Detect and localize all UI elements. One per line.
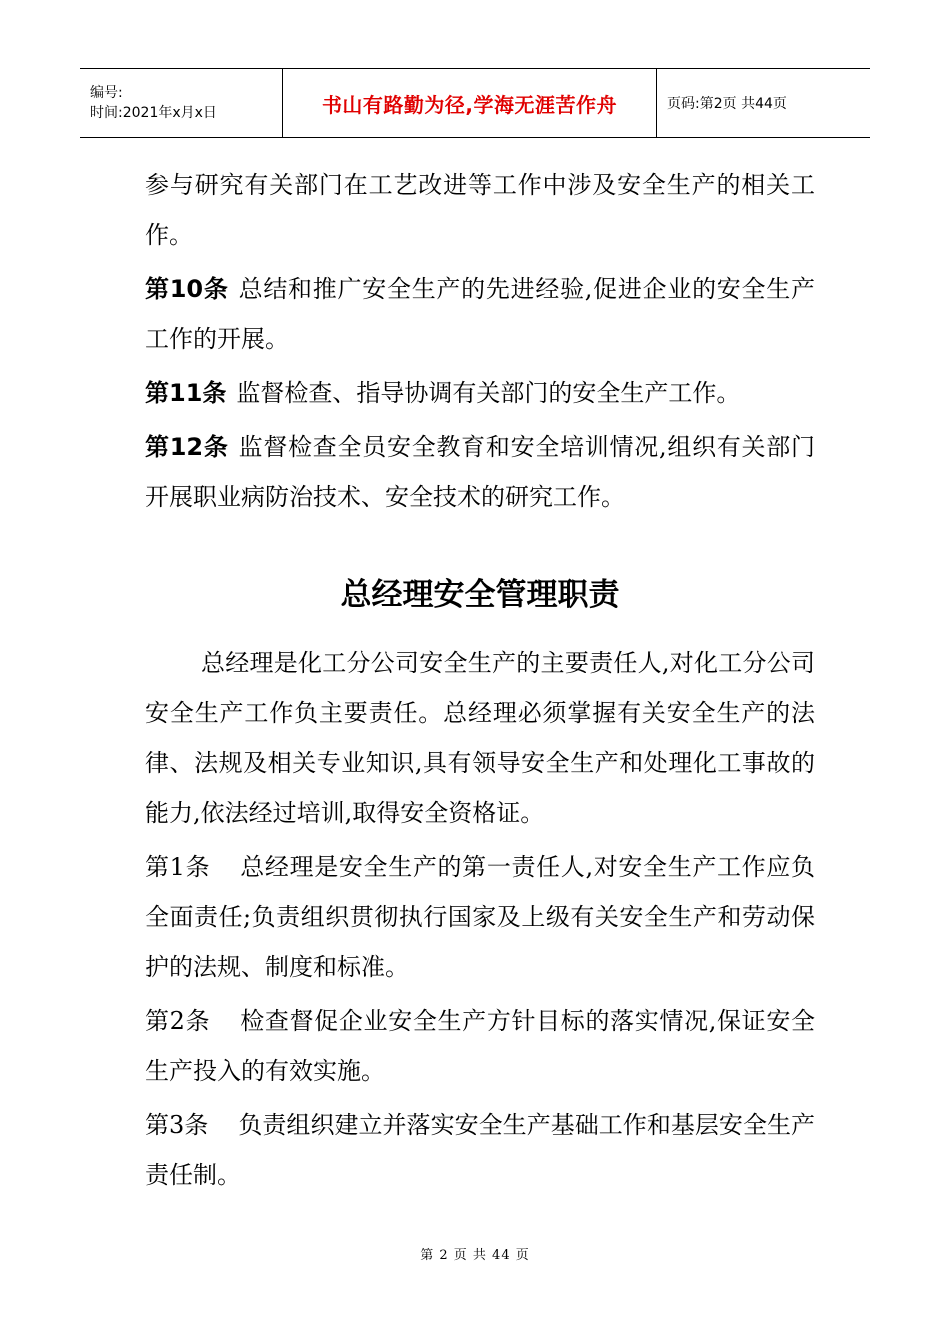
header-page-info <box>657 69 870 137</box>
section-article-1 <box>145 842 815 992</box>
motto-text: 书山有路勤为径,学海无涯苦作舟 <box>321 92 618 117</box>
article-text: 检查督促企业安全生产方针目标的落实情况,保证安全生产投入的有效实施。 <box>145 1007 815 1085</box>
article-number: 第10条 <box>145 275 229 303</box>
article-number: 第2条 <box>145 1007 211 1035</box>
page-footer: 第 2 页 共 44 页 <box>420 1248 530 1263</box>
number-label: 编号: <box>90 85 123 101</box>
article-number: 第1条 <box>145 853 211 881</box>
article-text: 负责组织建立并落实安全生产基础工作和基层安全生产责任制。 <box>145 1111 815 1189</box>
section-title: 总经理安全管理职责 <box>340 577 620 613</box>
section-article-2 <box>145 996 815 1096</box>
continued-paragraph: 参与研究有关部门在工艺改进等工作中涉及安全生产的相关工作。 <box>145 171 815 249</box>
document-header <box>80 68 870 138</box>
header-meta <box>80 69 283 137</box>
section-article-3 <box>145 1100 815 1200</box>
article-number: 第11条 <box>145 379 227 407</box>
article-number: 第3条 <box>145 1111 209 1139</box>
page-info-text: 页码:第2页 共44页 <box>667 96 787 112</box>
article-10 <box>145 264 815 364</box>
article-number: 第12条 <box>145 433 229 461</box>
article-12 <box>145 422 815 522</box>
article-text: 监督检查、指导协调有关部门的安全生产工作。 <box>236 379 741 407</box>
document-body <box>145 160 815 1204</box>
article-text: 总经理是安全生产的第一责任人,对安全生产工作应负全面责任;负责组织贯彻执行国家及上级有关安全生产和劳动保护的法规、制度和标准。 <box>145 853 815 981</box>
article-text: 总结和推广安全生产的先进经验,促进企业的安全生产工作的开展。 <box>145 275 815 353</box>
article-11 <box>145 368 815 418</box>
section-intro: 总经理是化工分公司安全生产的主要责任人,对化工分公司安全生产工作负主要责任。总经理必须掌握有关安全生产的法律、法规及相关专业知识,具有领导安全生产和处理化工事故的能力,依法经过培训,取得安全资格证。 <box>145 649 815 827</box>
time-label: 时间:2021年x月x日 <box>90 105 217 121</box>
header-motto <box>283 69 657 137</box>
article-text: 监督检查全员安全教育和安全培训情况,组织有关部门开展职业病防治技术、安全技术的研究工作。 <box>145 433 815 511</box>
